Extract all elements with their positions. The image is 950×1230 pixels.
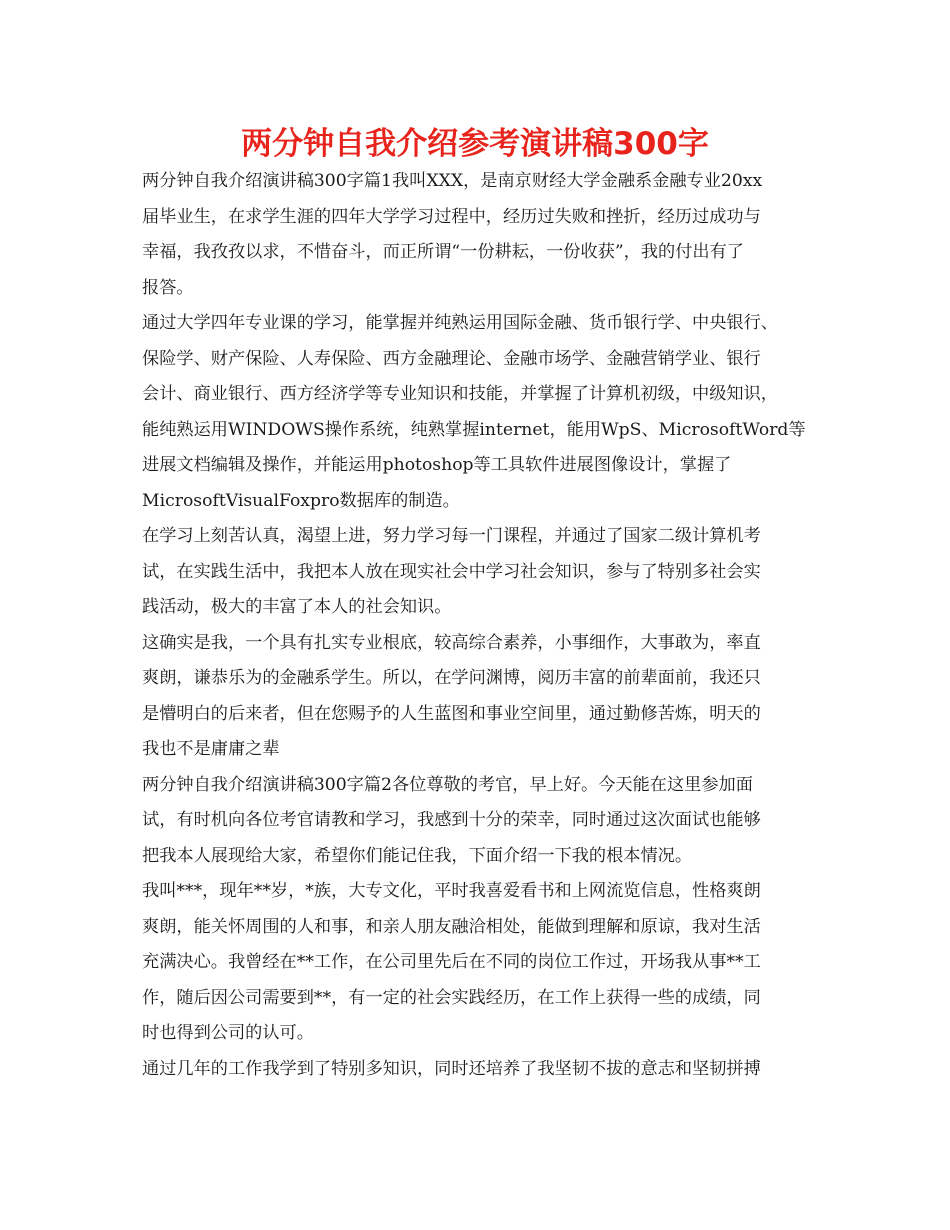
text-line: 爽朗，谦恭乐为的金融系学生。所以，在学问渊博，阅历丰富的前辈面前，我还只 (142, 668, 761, 688)
text-line: 我也不是庸庸之辈 (142, 739, 280, 759)
text-line: 保险学、财产保险、人寿保险、西方金融理论、金融市场学、金融营销学业、银行 (142, 348, 761, 369)
text-line: 进展文档编辑及操作，并能运用photoshop等工具软件进展图像设计，掌握了 (142, 455, 732, 475)
text-line: 在学习上刻苦认真，渴望上进，努力学习每一门课程，并通过了国家二级计算机考 (142, 526, 761, 546)
text-line: 这确实是我，一个具有扎实专业根底，较高综合素养，小事细作，大事敢为，率直 (142, 632, 761, 653)
text-line: 两分钟自我介绍演讲稿300字篇2各位尊敬的考官，早上好。今天能在这里参加面 (142, 774, 753, 795)
text-line: 作，随后因公司需要到**，有一定的社会实践经历，在工作上获得一些的成绩，同 (142, 987, 761, 1008)
text-line: 会计、商业银行、西方经济学等专业知识和技能，并掌握了计算机初级，中级知识， (142, 384, 778, 404)
text-line: 报答。 (142, 277, 194, 298)
text-line: 践活动，极大的丰富了本人的社会知识。 (142, 597, 452, 617)
text-line: 试，有时机向各位考官请教和学习，我感到十分的荣幸，同时通过这次面试也能够 (142, 810, 761, 830)
text-line: 能纯熟运用WINDOWS操作系统，纯熟掌握internet，能用WpS、MicrosoftWord等 (142, 419, 806, 440)
text-line: 充满决心。我曾经在**工作，在公司里先后在不同的岗位工作过，开场我从事**工 (142, 952, 761, 972)
text-line: 届毕业生，在求学生涯的四年大学学习过程中，经历过失败和挫折，经历过成功与 (142, 206, 761, 227)
document-body (142, 164, 832, 1087)
text-line: 爽朗，能关怀周围的人和事，和亲人朋友融洽相处，能做到理解和原谅，我对生活 (142, 916, 761, 937)
text-line: 通过大学四年专业课的学习，能掌握并纯熟运用国际金融、货币银行学、中央银行、 (142, 313, 778, 333)
text-line: 通过几年的工作我学到了特别多知识，同时还培养了我坚韧不拔的意志和坚韧拼搏 (142, 1058, 761, 1079)
text-line: 时也得到公司的认可。 (142, 1023, 314, 1043)
text-line: 两分钟自我介绍演讲稿300字篇1我叫XXX，是南京财经大学金融系金融专业20xx (142, 171, 763, 191)
text-line: 把我本人展现给大家，希望你们能记住我，下面介绍一下我的根本情况。 (142, 845, 693, 866)
text-line: 幸福，我孜孜以求，不惜奋斗，而正所谓“一份耕耘，一份收获”，我的付出有了 (142, 242, 744, 262)
text-line: 是懵明白的后来者，但在您赐予的人生蓝图和事业空间里，通过勤修苦炼，明天的 (142, 703, 761, 724)
text-line: MicrosoftVisualFoxpro数据库的制造。 (142, 490, 460, 511)
text-line: 我叫***，现年**岁，*族，大专文化，平时我喜爱看书和上网流览信息，性格爽朗 (142, 881, 761, 901)
text-line: 试，在实践生活中，我把本人放在现实社会中学习社会知识，参与了特别多社会实 (142, 561, 761, 582)
document-title: 两分钟自我介绍参考演讲稿300字 (241, 126, 709, 162)
